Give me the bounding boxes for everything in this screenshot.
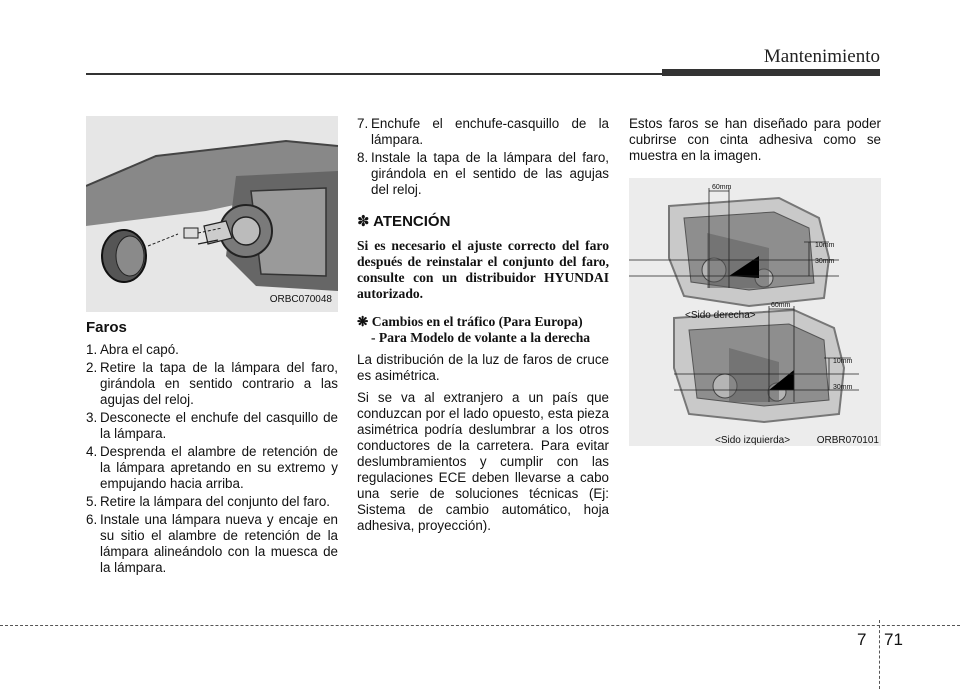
left-side-label: <Sido izquierda>: [715, 435, 791, 446]
list-item: 7. Enchufe el enchufe-casquillo de la lámpara.: [357, 116, 609, 147]
section-title: Faros: [86, 319, 127, 336]
figure-code: ORBR070101: [816, 435, 879, 446]
dimension-label: 60mm: [712, 184, 732, 191]
steps-list-continued: [357, 116, 609, 198]
chapter-number: 7: [857, 630, 867, 649]
dimension-label: 30mm: [815, 258, 835, 265]
header-rule-accent: [662, 69, 880, 76]
attention-text: Si es necesario el ajuste correcto del faro después de reinstalar el conjunto del faro, consulte con un distribuidor HYUNDAI autorizado.: [357, 238, 609, 301]
dimension-label: 30mm: [833, 384, 853, 391]
dimension-label: 10mm: [815, 242, 835, 249]
page-header-title: Mantenimiento: [763, 46, 880, 67]
attention-title: ✽ ATENCIÓN: [357, 213, 451, 230]
list-item: 1. Abra el capó.: [86, 342, 179, 357]
headlamp-tape-figure: [629, 178, 881, 446]
list-item: 5. Retire la lámpara del conjunto del faro.: [86, 494, 331, 509]
paragraph: La distribución de la luz de faros de cruce es asimétrica.: [357, 352, 609, 383]
list-item: 6. Instale una lámpara nueva y encaje en su sitio el alambre de retención de la lámpara alineándolo con la muesca de la lámpara.: [86, 512, 338, 575]
column-3: [629, 116, 881, 446]
traffic-change-subtitle: - Para Modelo de volante a la derecha: [371, 330, 591, 345]
paragraph: Si se va al extranjero a un país que conduzcan por el lado opuesto, esta pieza asimétrica podría deslumbrar a los otros conductores de la carretera. Para evitar deslumbramientos y cumplir con las regulaciones ECE deben llevarse a cabo una serie de soluciones técnicas (Ej: Sistema de cambio automático, hoja adhesiva, proyección).: [357, 390, 609, 533]
column-2: [357, 116, 609, 534]
header-rule: [86, 73, 666, 75]
footer-rule: [0, 625, 960, 626]
headlamp-illustration: [86, 116, 338, 312]
footer-divider: [879, 620, 880, 689]
traffic-change-title: ❋ Cambios en el tráfico (Para Europa): [357, 314, 583, 329]
intro-paragraph: Estos faros se han diseñado para poder cubrirse con cinta adhesiva como se muestra en la imagen.: [629, 116, 881, 163]
list-item: 8. Instale la tapa de la lámpara del faro, girándola en el sentido de las agujas del reloj.: [357, 150, 609, 197]
right-side-label: <Sido derecha>: [685, 310, 756, 321]
column-1: [86, 116, 338, 578]
list-item: 2. Retire la tapa de la lámpara del faro, girándola en sentido contrario a las agujas del reloj.: [86, 360, 338, 407]
headlamp-bulb-figure: [86, 116, 338, 312]
list-item: 4. Desprenda el alambre de retención de la lámpara apretando en su extremo y empujando hacia arriba.: [86, 444, 338, 491]
page-number: 71: [884, 630, 903, 649]
list-item: 3. Desconecte el enchufe del casquillo de la lámpara.: [86, 410, 338, 441]
dimension-label: 10mm: [833, 358, 853, 365]
dimension-label: 60mm: [771, 302, 791, 309]
figure-code: ORBC070048: [269, 294, 332, 305]
steps-list: [86, 342, 338, 576]
